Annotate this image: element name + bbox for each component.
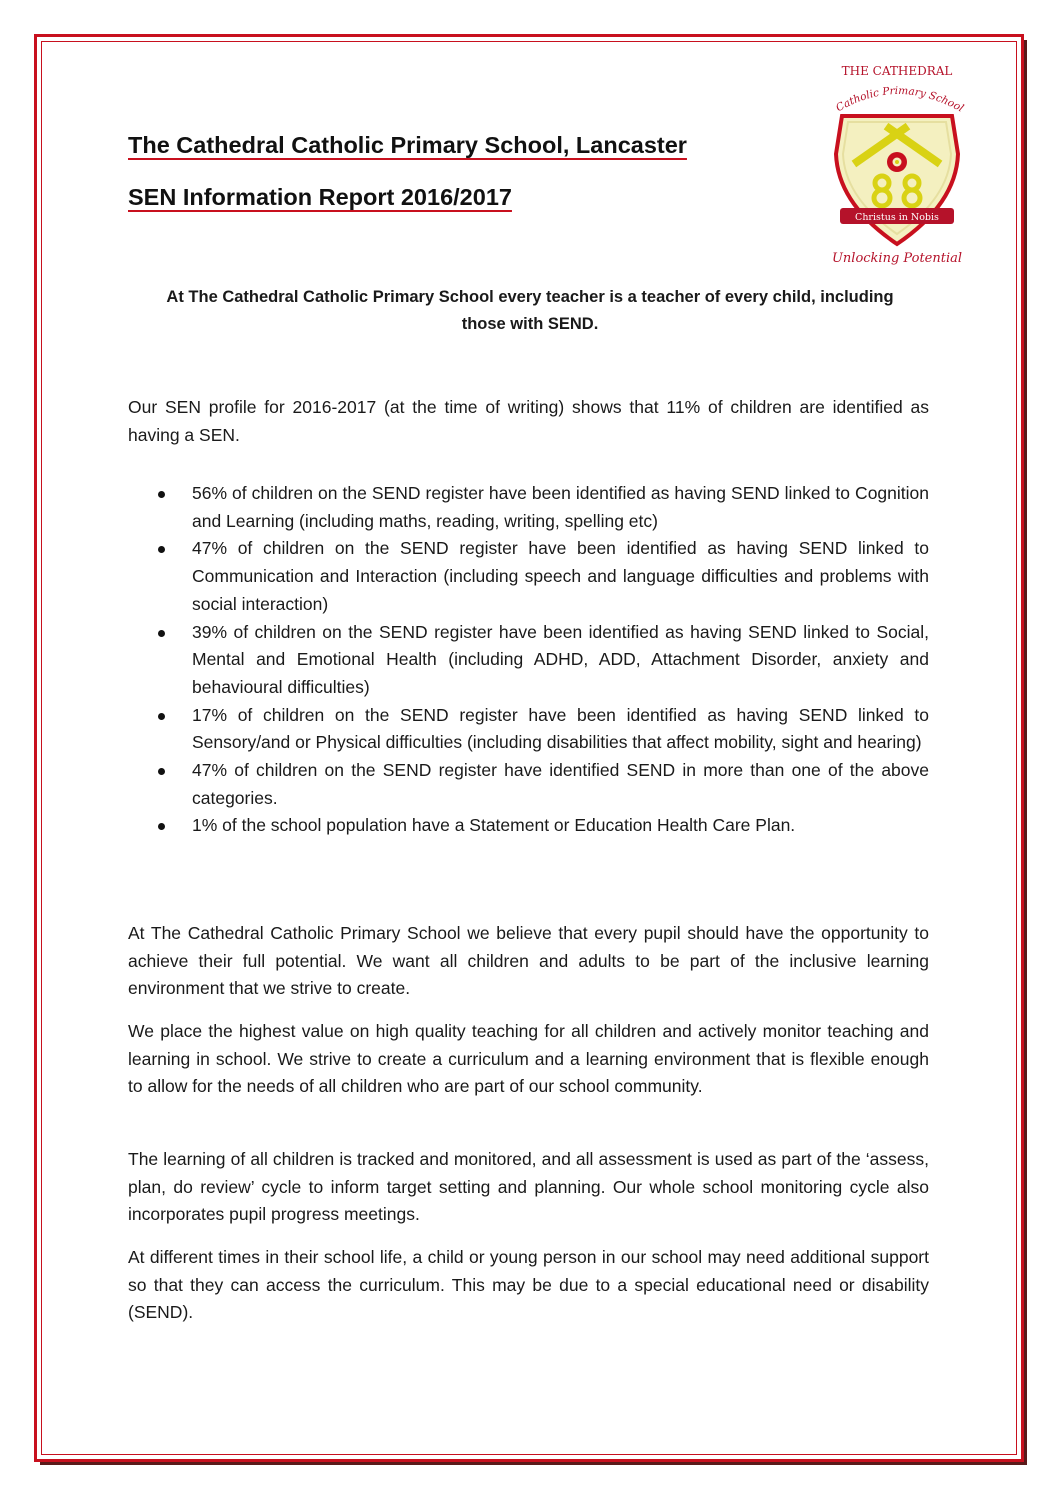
sen-profile-paragraph: Our SEN profile for 2016-2017 (at the time of writing) shows that 11% of children are identified as having a SEN. bbox=[128, 397, 929, 445]
page-border-shadow-right bbox=[1024, 40, 1027, 1464]
logo-tagline: Unlocking Potential bbox=[831, 251, 963, 266]
list-item: 56% of children on the SEND register have been identified as having SEND linked to Cognition and Learning (including maths, reading, writing, spelling etc) bbox=[128, 480, 929, 535]
send-statistics-list bbox=[128, 480, 929, 840]
bullet-dot-icon bbox=[158, 630, 165, 637]
page-border-shadow-bottom bbox=[40, 1462, 1027, 1465]
list-item: 17% of children on the SEND register have been identified as having SEND linked to Sensory/and or Physical difficulties (including disabilities that affect mobility, sight and hearing) bbox=[128, 702, 929, 757]
body-paragraph: At different times in their school life, a child or young person in our school may need additional support so that they can access the curriculum. This may be due to a special educational need or disability (SEND). bbox=[128, 1247, 929, 1323]
document-title: The Cathedral Catholic Primary School, Lancaster bbox=[128, 132, 687, 158]
body-paragraph: The learning of all children is tracked and monitored, and all assessment is used as part of the ‘assess, plan, do review’ cycle to inform target setting and planning. Our whole school monitoring cycle also incorporates pupil progress meetings. bbox=[128, 1149, 929, 1225]
body-paragraph: We place the highest value on high quality teaching for all children and actively monitor teaching and learning in school. We strive to create a curriculum and a learning environment that is flexible enough to allow for the needs of all children who are part of our school community. bbox=[128, 1021, 929, 1097]
body-paragraph: At The Cathedral Catholic Primary School we believe that every pupil should have the opportunity to achieve their full potential. We want all children and adults to be part of the inclusive learning environment that we strive to create. bbox=[128, 923, 929, 999]
school-crest-logo bbox=[812, 58, 982, 270]
red-rose-icon bbox=[887, 152, 907, 172]
list-item: 39% of children on the SEND register have been identified as having SEND linked to Social, Mental and Emotional Health (including ADHD, ADD, Attachment Disorder, anxiety and behavioural difficulties) bbox=[128, 619, 929, 702]
list-item: 47% of children on the SEND register have identified SEND in more than one of the above categories. bbox=[128, 757, 929, 812]
logo-arc-text: Catholic Primary School bbox=[834, 84, 966, 115]
bullet-dot-icon bbox=[158, 823, 165, 830]
bullet-dot-icon bbox=[158, 546, 165, 553]
list-item: 1% of the school population have a Statement or Education Health Care Plan. bbox=[128, 812, 929, 840]
bullet-dot-icon bbox=[158, 491, 165, 498]
logo-motto: Christus in Nobis bbox=[855, 212, 939, 223]
lead-statement: At The Cathedral Catholic Primary School every teacher is a teacher of every child, including those with SEND. bbox=[166, 288, 894, 333]
logo-top-text: THE CATHEDRAL bbox=[841, 64, 953, 78]
bullet-dot-icon bbox=[158, 768, 165, 775]
bullet-dot-icon bbox=[158, 713, 165, 720]
document-subtitle: SEN Information Report 2016/2017 bbox=[128, 184, 512, 210]
list-item: 47% of children on the SEND register have been identified as having SEND linked to Communication and Interaction (including speech and language difficulties and problems with social interaction) bbox=[128, 535, 929, 618]
